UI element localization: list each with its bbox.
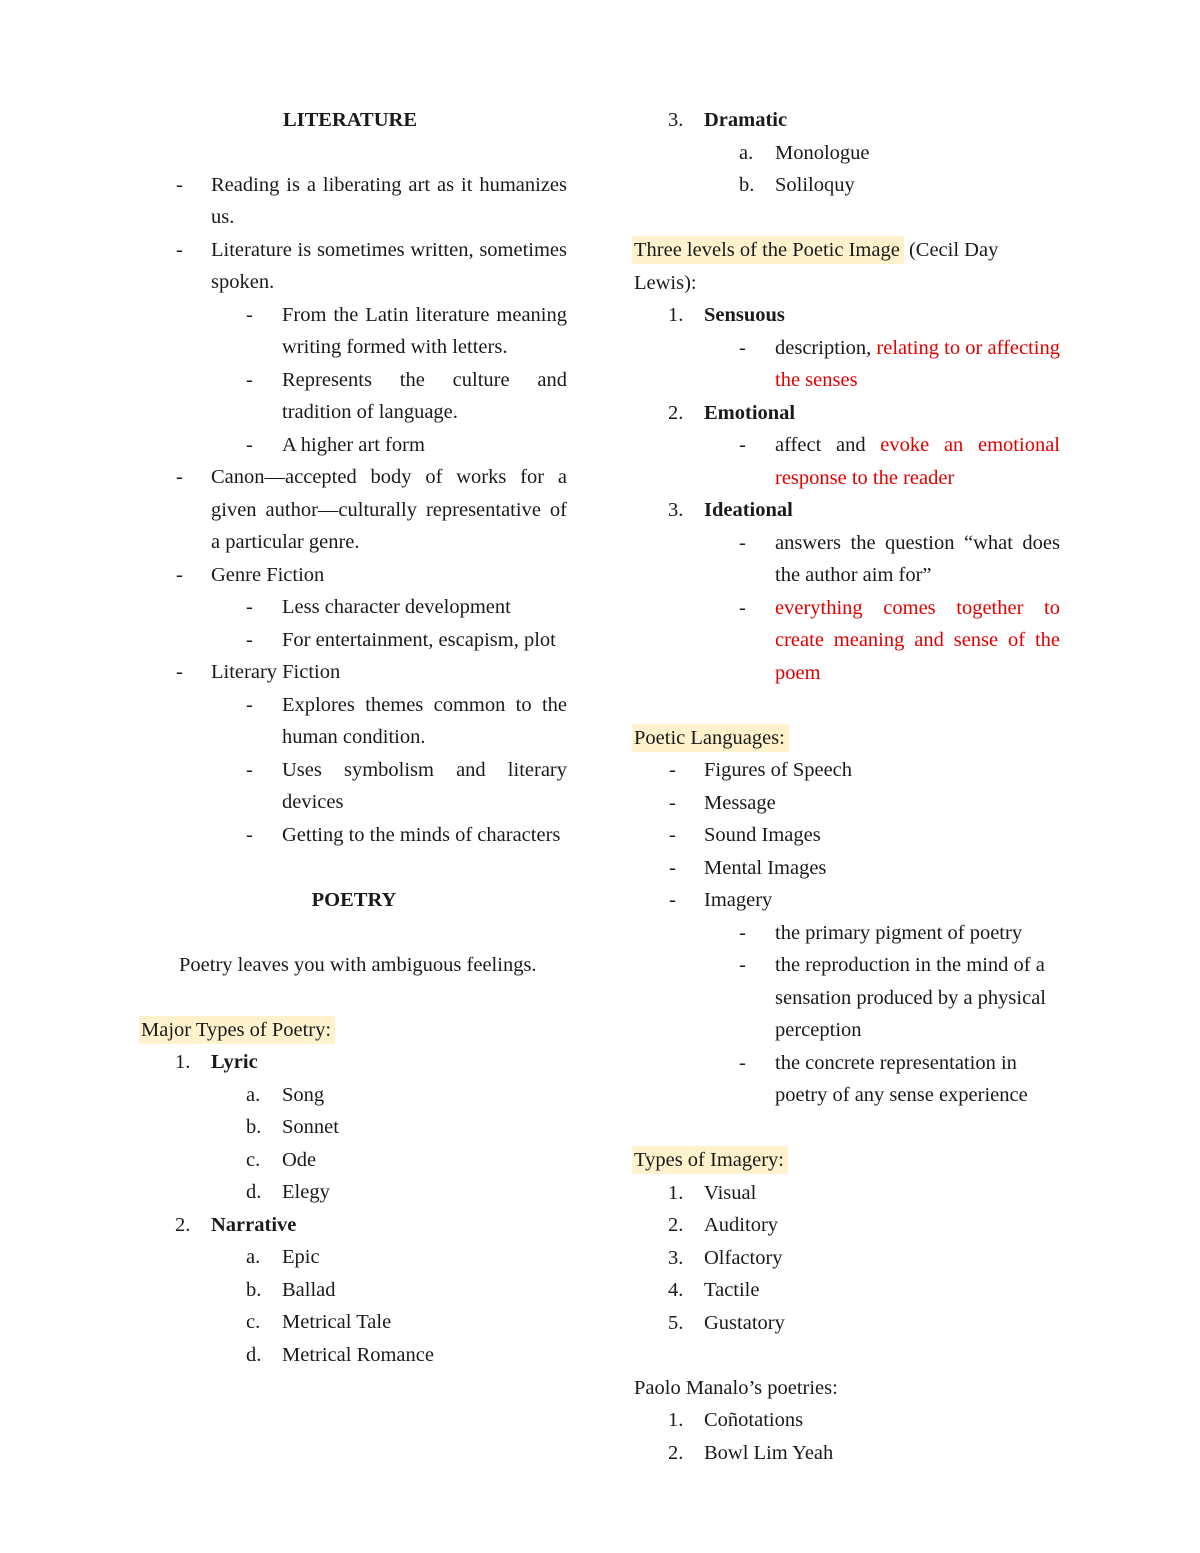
literature-title: LITERATURE (282, 109, 418, 131)
list-item: d. Metrical Romance (246, 1343, 434, 1366)
list-item: - the primary pigment of poetry (739, 921, 1023, 944)
left-column (141, 104, 567, 1371)
list-item: - Genre Fiction (176, 563, 325, 586)
list-item: c. Metrical Tale (246, 1311, 392, 1333)
list-item: 2. Emotional (668, 401, 796, 424)
list-item: b. Soliloquy (739, 174, 855, 196)
list-item: - Less character development (246, 596, 511, 618)
list-item: - Mental Images (669, 856, 827, 879)
right-column (634, 104, 1060, 1469)
list-item: 1. Coñotations (668, 1409, 804, 1431)
list-item: - Literary Fiction (176, 661, 341, 683)
list-item: - Canon—accepted body of works for a given author—culturally representative of a particular genre. (176, 466, 567, 553)
list-item: 2. Bowl Lim Yeah (668, 1441, 834, 1464)
list-item: b. Sonnet (246, 1116, 339, 1138)
list-item: - Getting to the minds of characters (246, 823, 561, 846)
list-item: - Explores themes common to the human condition. (246, 693, 567, 748)
list-item: 5. Gustatory (668, 1311, 785, 1334)
list-item: - Imagery (669, 889, 773, 911)
imagery-heading: Types of Imagery: (634, 1144, 1060, 1177)
list-item: d. Elegy (246, 1181, 330, 1203)
list-item: - Figures of Speech (669, 759, 853, 781)
list-item: - Sound Images (669, 824, 821, 846)
major-types-heading: Major Types of Poetry: (141, 1014, 567, 1047)
list-item: - affect and evoke an emotional response to the reader (739, 434, 1060, 489)
list-item: - Literature is sometimes written, sometimes spoken. (176, 238, 567, 293)
list-item: - A higher art form (246, 433, 425, 456)
list-item: a. Song (246, 1083, 325, 1106)
list-item: 1. Sensuous (668, 304, 785, 326)
list-item: - For entertainment, escapism, plot (246, 628, 556, 651)
list-item: b. Ballad (246, 1278, 336, 1301)
list-item: 3. Ideational (668, 499, 793, 521)
manalo-heading: Paolo Manalo’s poetries: (634, 1376, 838, 1399)
list-item: 2. Narrative (175, 1213, 297, 1236)
list-item: a. Epic (246, 1246, 320, 1268)
list-item: - Reading is a liberating art as it humanizes us. (176, 173, 567, 228)
list-item: 4. Tactile (668, 1279, 760, 1301)
list-item: a. Monologue (739, 141, 870, 164)
list-item: - answers the question “what does the author aim for” (739, 531, 1060, 586)
list-item: - the concrete representation in poetry of any sense experience (739, 1051, 1028, 1106)
list-item: c. Ode (246, 1148, 317, 1171)
list-item: - everything comes together to create meaning and sense of the poem (739, 596, 1060, 684)
list-item: 3. Dramatic (668, 109, 788, 131)
list-item: 1. Lyric (175, 1051, 258, 1073)
levels-heading: Three levels of the Poetic Image (Cecil Day Lewis): (634, 234, 1060, 299)
list-item: - Message (669, 791, 776, 814)
poetry-title: POETRY (311, 888, 397, 911)
list-item: - From the Latin literature meaning writing formed with letters. (246, 303, 567, 358)
list-item: 2. Auditory (668, 1214, 779, 1236)
languages-heading: Poetic Languages: (634, 722, 1060, 755)
list-item: 1. Visual (668, 1181, 757, 1204)
list-item: - description, relating to or affecting the senses (739, 336, 1060, 391)
list-item: - Represents the culture and tradition of language. (246, 368, 567, 423)
list-item: 3. Olfactory (668, 1246, 783, 1269)
list-item: - the reproduction in the mind of a sensation produced by a physical perception (739, 954, 1046, 1041)
poetry-intro: Poetry leaves you with ambiguous feelings. (179, 953, 537, 976)
list-item: - Uses symbolism and literary devices (246, 758, 567, 813)
